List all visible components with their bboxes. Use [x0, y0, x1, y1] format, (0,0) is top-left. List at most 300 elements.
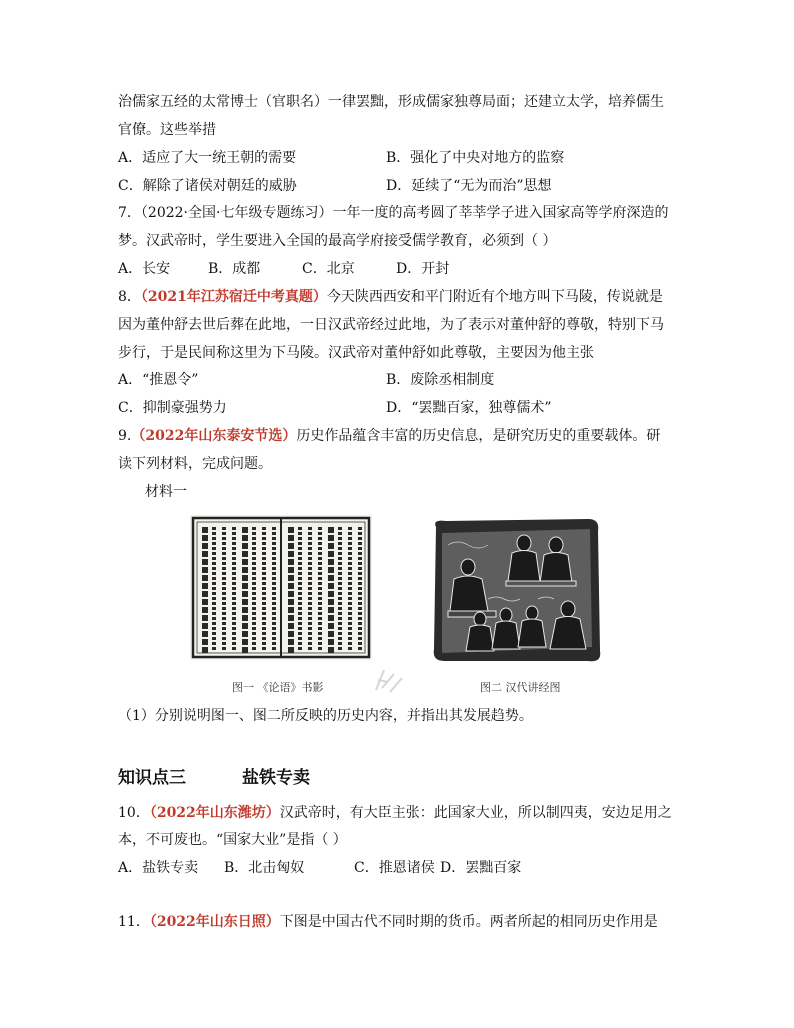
book-glyph [288, 527, 294, 533]
book-glyph [298, 607, 302, 610]
section-heading [118, 768, 310, 788]
book-glyph [338, 572, 342, 575]
book-glyph [358, 597, 362, 600]
book-glyph [338, 562, 342, 565]
q6-continuation-line2: 官僚。这些举措 [118, 122, 216, 138]
book-glyph [358, 627, 362, 630]
han-lecture-illustration [428, 515, 604, 665]
book-glyph [272, 577, 276, 580]
book-glyph [288, 631, 294, 637]
book-glyph [308, 622, 312, 625]
book-glyph [338, 537, 342, 540]
book-glyph [318, 532, 322, 535]
book-glyph [318, 617, 322, 620]
book-glyph [318, 622, 322, 625]
book-glyph [262, 642, 266, 645]
q7-number: 7． [118, 205, 141, 221]
book-glyph [212, 557, 216, 560]
q8-option-c: C．抑制豪强势力 [118, 400, 227, 416]
book-glyph [262, 597, 266, 600]
book-glyph [222, 557, 226, 560]
book-glyph [242, 535, 248, 541]
book-glyph [232, 627, 236, 630]
book-glyph [298, 592, 302, 595]
book-glyph [338, 647, 342, 650]
book-glyph [272, 547, 276, 550]
book-glyph [348, 637, 352, 640]
book-glyph [318, 592, 322, 595]
book-glyph [358, 587, 362, 590]
book-glyph [328, 631, 334, 637]
book-glyph [298, 632, 302, 635]
book-glyph [358, 542, 362, 545]
book-glyph [202, 527, 208, 533]
book-glyph [222, 592, 226, 595]
q8-line1 [118, 287, 663, 307]
q7-option-c: C．北京 [302, 261, 355, 277]
book-glyph [212, 567, 216, 570]
q7-source: （2022·全国·七年级专题练习） [140, 205, 333, 221]
book-glyph [212, 532, 216, 535]
book-glyph [252, 622, 256, 625]
book-glyph [358, 532, 362, 535]
book-glyph [222, 552, 226, 555]
q11-number: 11． [118, 914, 150, 930]
book-glyph [232, 567, 236, 570]
book-glyph [222, 572, 226, 575]
book-glyph [272, 647, 276, 650]
book-glyph [272, 617, 276, 620]
analects-book-illustration [190, 515, 372, 660]
book-glyph [358, 582, 362, 585]
book-glyph [222, 642, 226, 645]
book-glyph [262, 647, 266, 650]
book-glyph [212, 542, 216, 545]
book-glyph [272, 532, 276, 535]
book-glyph [202, 535, 208, 541]
book-glyph [348, 592, 352, 595]
book-glyph [212, 647, 216, 650]
book-glyph [308, 562, 312, 565]
book-glyph [298, 532, 302, 535]
book-glyph [308, 647, 312, 650]
book-glyph [222, 567, 226, 570]
book-glyph [232, 552, 236, 555]
book-glyph [348, 622, 352, 625]
book-glyph [288, 583, 294, 589]
book-glyph [328, 591, 334, 597]
book-glyph [318, 557, 322, 560]
book-glyph [212, 572, 216, 575]
book-glyph [232, 532, 236, 535]
book-glyph [298, 597, 302, 600]
book-glyph [272, 627, 276, 630]
book-glyph [212, 577, 216, 580]
book-glyph [328, 615, 334, 621]
q8-number: 8． [118, 289, 141, 305]
q6-option-d: D．延续了“无为而治”思想 [386, 178, 552, 194]
book-glyph [222, 562, 226, 565]
book-glyph [348, 562, 352, 565]
book-glyph [272, 557, 276, 560]
book-glyph [272, 562, 276, 565]
book-glyph [348, 552, 352, 555]
book-glyph [308, 572, 312, 575]
book-glyph [338, 542, 342, 545]
book-glyph [222, 597, 226, 600]
q8-option-a: A．“推恩令” [118, 372, 199, 388]
book-glyph [338, 547, 342, 550]
q10-number: 10． [118, 805, 150, 821]
book-glyph [262, 632, 266, 635]
q11-text1: 下图是中国古代不同时期的货币。两者所起的相同历史作用是 [279, 914, 658, 930]
book-glyph [242, 567, 248, 573]
book-glyph [288, 535, 294, 541]
book-glyph [212, 632, 216, 635]
q8-text3: 步行，于是民间称这里为下马陵。汉武帝对董仲舒如此尊敬，主要因为他主张 [118, 345, 594, 361]
book-glyph [338, 592, 342, 595]
book-glyph [212, 607, 216, 610]
book-glyph [232, 622, 236, 625]
book-glyph [318, 527, 322, 530]
book-glyph [358, 592, 362, 595]
book-glyph [318, 542, 322, 545]
book-glyph [308, 617, 312, 620]
book-glyph [252, 642, 256, 645]
q7-text1: 一年一度的高考圆了莘莘学子进入国家高等学府深造的 [332, 205, 669, 221]
q10-option-d: D．罢黜百家 [440, 860, 522, 876]
book-glyph [232, 577, 236, 580]
book-glyph [318, 587, 322, 590]
book-glyph [328, 543, 334, 549]
book-glyph [328, 527, 334, 533]
book-glyph [338, 597, 342, 600]
book-glyph [338, 532, 342, 535]
book-glyph [222, 542, 226, 545]
book-glyph [242, 559, 248, 565]
book-glyph [262, 547, 266, 550]
book-glyph [338, 612, 342, 615]
book-glyph [212, 592, 216, 595]
book-glyph [222, 577, 226, 580]
q7-option-d: D．开封 [396, 261, 450, 277]
book-glyph [212, 562, 216, 565]
book-glyph [232, 537, 236, 540]
book-glyph [252, 592, 256, 595]
book-glyph [212, 587, 216, 590]
book-glyph [232, 632, 236, 635]
book-glyph [272, 642, 276, 645]
book-glyph [252, 602, 256, 605]
book-glyph [262, 552, 266, 555]
book-glyph [288, 607, 294, 613]
section-topic: 盐铁专卖 [242, 768, 310, 788]
book-glyph [298, 637, 302, 640]
book-glyph [222, 532, 226, 535]
book-glyph [358, 562, 362, 565]
book-glyph [298, 612, 302, 615]
book-glyph [212, 602, 216, 605]
book-glyph [288, 615, 294, 621]
section-title: 知识点三 [118, 768, 186, 788]
book-glyph [272, 592, 276, 595]
book-glyph [358, 607, 362, 610]
book-glyph [308, 557, 312, 560]
book-glyph [288, 591, 294, 597]
book-glyph [298, 647, 302, 650]
book-glyph [252, 582, 256, 585]
book-glyph [318, 632, 322, 635]
book-glyph [348, 542, 352, 545]
book-glyph [348, 572, 352, 575]
book-glyph [262, 592, 266, 595]
book-glyph [212, 637, 216, 640]
book-glyph [308, 537, 312, 540]
book-glyph [262, 537, 266, 540]
book-glyph [348, 527, 352, 530]
book-glyph [232, 547, 236, 550]
book-glyph [358, 622, 362, 625]
book-glyph [262, 577, 266, 580]
book-glyph [328, 575, 334, 581]
book-glyph [288, 599, 294, 605]
book-glyph [212, 617, 216, 620]
book-glyph [222, 582, 226, 585]
book-glyph [338, 567, 342, 570]
book-glyph [232, 572, 236, 575]
book-glyph [318, 577, 322, 580]
book-glyph [288, 559, 294, 565]
book-glyph [358, 557, 362, 560]
book-glyph [252, 542, 256, 545]
book-glyph [232, 642, 236, 645]
book-glyph [358, 577, 362, 580]
book-glyph [222, 627, 226, 630]
book-glyph [298, 567, 302, 570]
book-glyph [298, 602, 302, 605]
book-glyph [272, 607, 276, 610]
book-glyph [252, 552, 256, 555]
book-glyph [358, 612, 362, 615]
book-glyph [232, 582, 236, 585]
book-glyph [318, 567, 322, 570]
book-glyph [348, 647, 352, 650]
book-glyph [272, 632, 276, 635]
book-glyph [252, 627, 256, 630]
book-glyph [232, 597, 236, 600]
book-glyph [308, 527, 312, 530]
book-glyph [298, 587, 302, 590]
book-glyph [272, 637, 276, 640]
book-glyph [308, 627, 312, 630]
book-glyph [222, 587, 226, 590]
book-glyph [348, 582, 352, 585]
book-glyph [338, 602, 342, 605]
book-glyph [252, 537, 256, 540]
q7-option-a: A．长安 [118, 261, 171, 277]
book-glyph [212, 622, 216, 625]
book-glyph [318, 607, 322, 610]
book-glyph [272, 542, 276, 545]
book-glyph [272, 537, 276, 540]
book-glyph [202, 615, 208, 621]
q8-option-d: D．“罢黜百家，独尊儒术” [386, 400, 552, 416]
book-glyph [358, 642, 362, 645]
book-glyph [222, 607, 226, 610]
book-glyph [252, 637, 256, 640]
book-glyph [308, 637, 312, 640]
book-glyph [288, 647, 294, 653]
book-glyph [212, 597, 216, 600]
book-glyph [338, 607, 342, 610]
book-glyph [338, 587, 342, 590]
book-glyph [338, 622, 342, 625]
book-glyph [328, 623, 334, 629]
book-glyph [252, 572, 256, 575]
book-glyph [348, 532, 352, 535]
book-glyph [318, 552, 322, 555]
book-glyph [242, 527, 248, 533]
q9-number: 9. [118, 428, 132, 444]
book-glyph [308, 567, 312, 570]
book-glyph [308, 582, 312, 585]
book-glyph [252, 532, 256, 535]
book-glyph [262, 567, 266, 570]
book-glyph [262, 612, 266, 615]
book-glyph [328, 607, 334, 613]
book-glyph [252, 632, 256, 635]
book-glyph [318, 642, 322, 645]
book-glyph [308, 597, 312, 600]
book-glyph [298, 527, 302, 530]
q7-option-b: B．成都 [208, 261, 261, 277]
book-glyph [328, 551, 334, 557]
book-glyph [242, 599, 248, 605]
book-glyph [212, 552, 216, 555]
book-glyph [318, 572, 322, 575]
book-glyph [318, 582, 322, 585]
book-glyph [358, 637, 362, 640]
book-glyph [348, 617, 352, 620]
q10-option-a: A．盐铁专卖 [118, 860, 199, 876]
q6-continuation-line1: 治儒家五经的太常博士（官职名）一律罢黜，形成儒家独尊局面；还建立太学，培养儒生 [118, 94, 664, 110]
book-glyph [272, 587, 276, 590]
book-glyph [232, 647, 236, 650]
book-glyph [242, 615, 248, 621]
book-glyph [212, 627, 216, 630]
book-glyph [262, 562, 266, 565]
book-glyph [262, 532, 266, 535]
book-glyph [318, 547, 322, 550]
book-glyph [298, 557, 302, 560]
book-glyph [358, 567, 362, 570]
book-glyph [252, 612, 256, 615]
book-glyph [318, 647, 322, 650]
book-glyph [348, 577, 352, 580]
book-glyph [262, 622, 266, 625]
q8-text1: 今天陕西西安和平门附近有个地方叫下马陵，传说就是 [326, 289, 663, 305]
q6-option-a: A．适应了大一统王朝的需要 [118, 150, 297, 166]
book-glyph [358, 617, 362, 620]
book-glyph [242, 583, 248, 589]
book-glyph [262, 602, 266, 605]
book-glyph [272, 582, 276, 585]
q10-option-c: C．推恩诸侯 [354, 860, 435, 876]
book-glyph [338, 617, 342, 620]
book-glyph [202, 623, 208, 629]
book-glyph [232, 527, 236, 530]
q10-source: （2022年山东潍坊） [149, 805, 280, 821]
book-glyph [338, 557, 342, 560]
book-glyph [338, 642, 342, 645]
book-glyph [242, 551, 248, 557]
book-glyph [212, 527, 216, 530]
book-glyph [252, 597, 256, 600]
book-glyph [308, 612, 312, 615]
book-glyph [252, 647, 256, 650]
figure1-caption: 图一 《论语》书影 [232, 681, 324, 694]
book-glyph [288, 639, 294, 645]
book-glyph [242, 623, 248, 629]
q9-subquestion-1: （1）分别说明图一、图二所反映的历史内容，并指出其发展趋势。 [118, 708, 533, 724]
book-glyph [338, 632, 342, 635]
book-glyph [272, 552, 276, 555]
book-glyph [262, 627, 266, 630]
book-glyph [242, 575, 248, 581]
book-glyph [262, 572, 266, 575]
book-glyph [288, 567, 294, 573]
book-glyph [298, 627, 302, 630]
book-glyph [202, 599, 208, 605]
book-glyph [212, 642, 216, 645]
book-glyph [232, 637, 236, 640]
book-glyph [272, 567, 276, 570]
book-glyph [328, 535, 334, 541]
book-glyph [358, 647, 362, 650]
q11-source: （2022年山东日照） [149, 914, 280, 930]
book-glyph [338, 637, 342, 640]
book-glyph [318, 612, 322, 615]
book-glyph [338, 527, 342, 530]
book-glyph [298, 537, 302, 540]
book-glyph [358, 547, 362, 550]
book-glyph [288, 575, 294, 581]
book-glyph [328, 559, 334, 565]
q9-source: （2022年山东泰安节选） [131, 428, 297, 444]
book-glyph [212, 537, 216, 540]
book-glyph [288, 543, 294, 549]
book-glyph [348, 547, 352, 550]
book-glyph [232, 557, 236, 560]
book-glyph [328, 639, 334, 645]
book-glyph [298, 642, 302, 645]
book-glyph [222, 527, 226, 530]
book-glyph [348, 587, 352, 590]
book-glyph [202, 551, 208, 557]
q6-option-b: B．强化了中央对地方的监察 [386, 150, 565, 166]
book-glyph [348, 607, 352, 610]
q10-text2: 本，不可废也。“国家大业”是指（ ） [118, 832, 347, 848]
book-glyph [232, 587, 236, 590]
book-glyph [222, 612, 226, 615]
book-glyph [358, 527, 362, 530]
book-glyph [328, 583, 334, 589]
book-glyph [298, 572, 302, 575]
book-glyph [298, 547, 302, 550]
book-glyph [252, 607, 256, 610]
q8-text2: 因为董仲舒去世后葬在此地，一日汉武帝经过此地，为了表示对董仲舒的尊敬，特别下马 [118, 317, 664, 333]
book-glyph [242, 543, 248, 549]
